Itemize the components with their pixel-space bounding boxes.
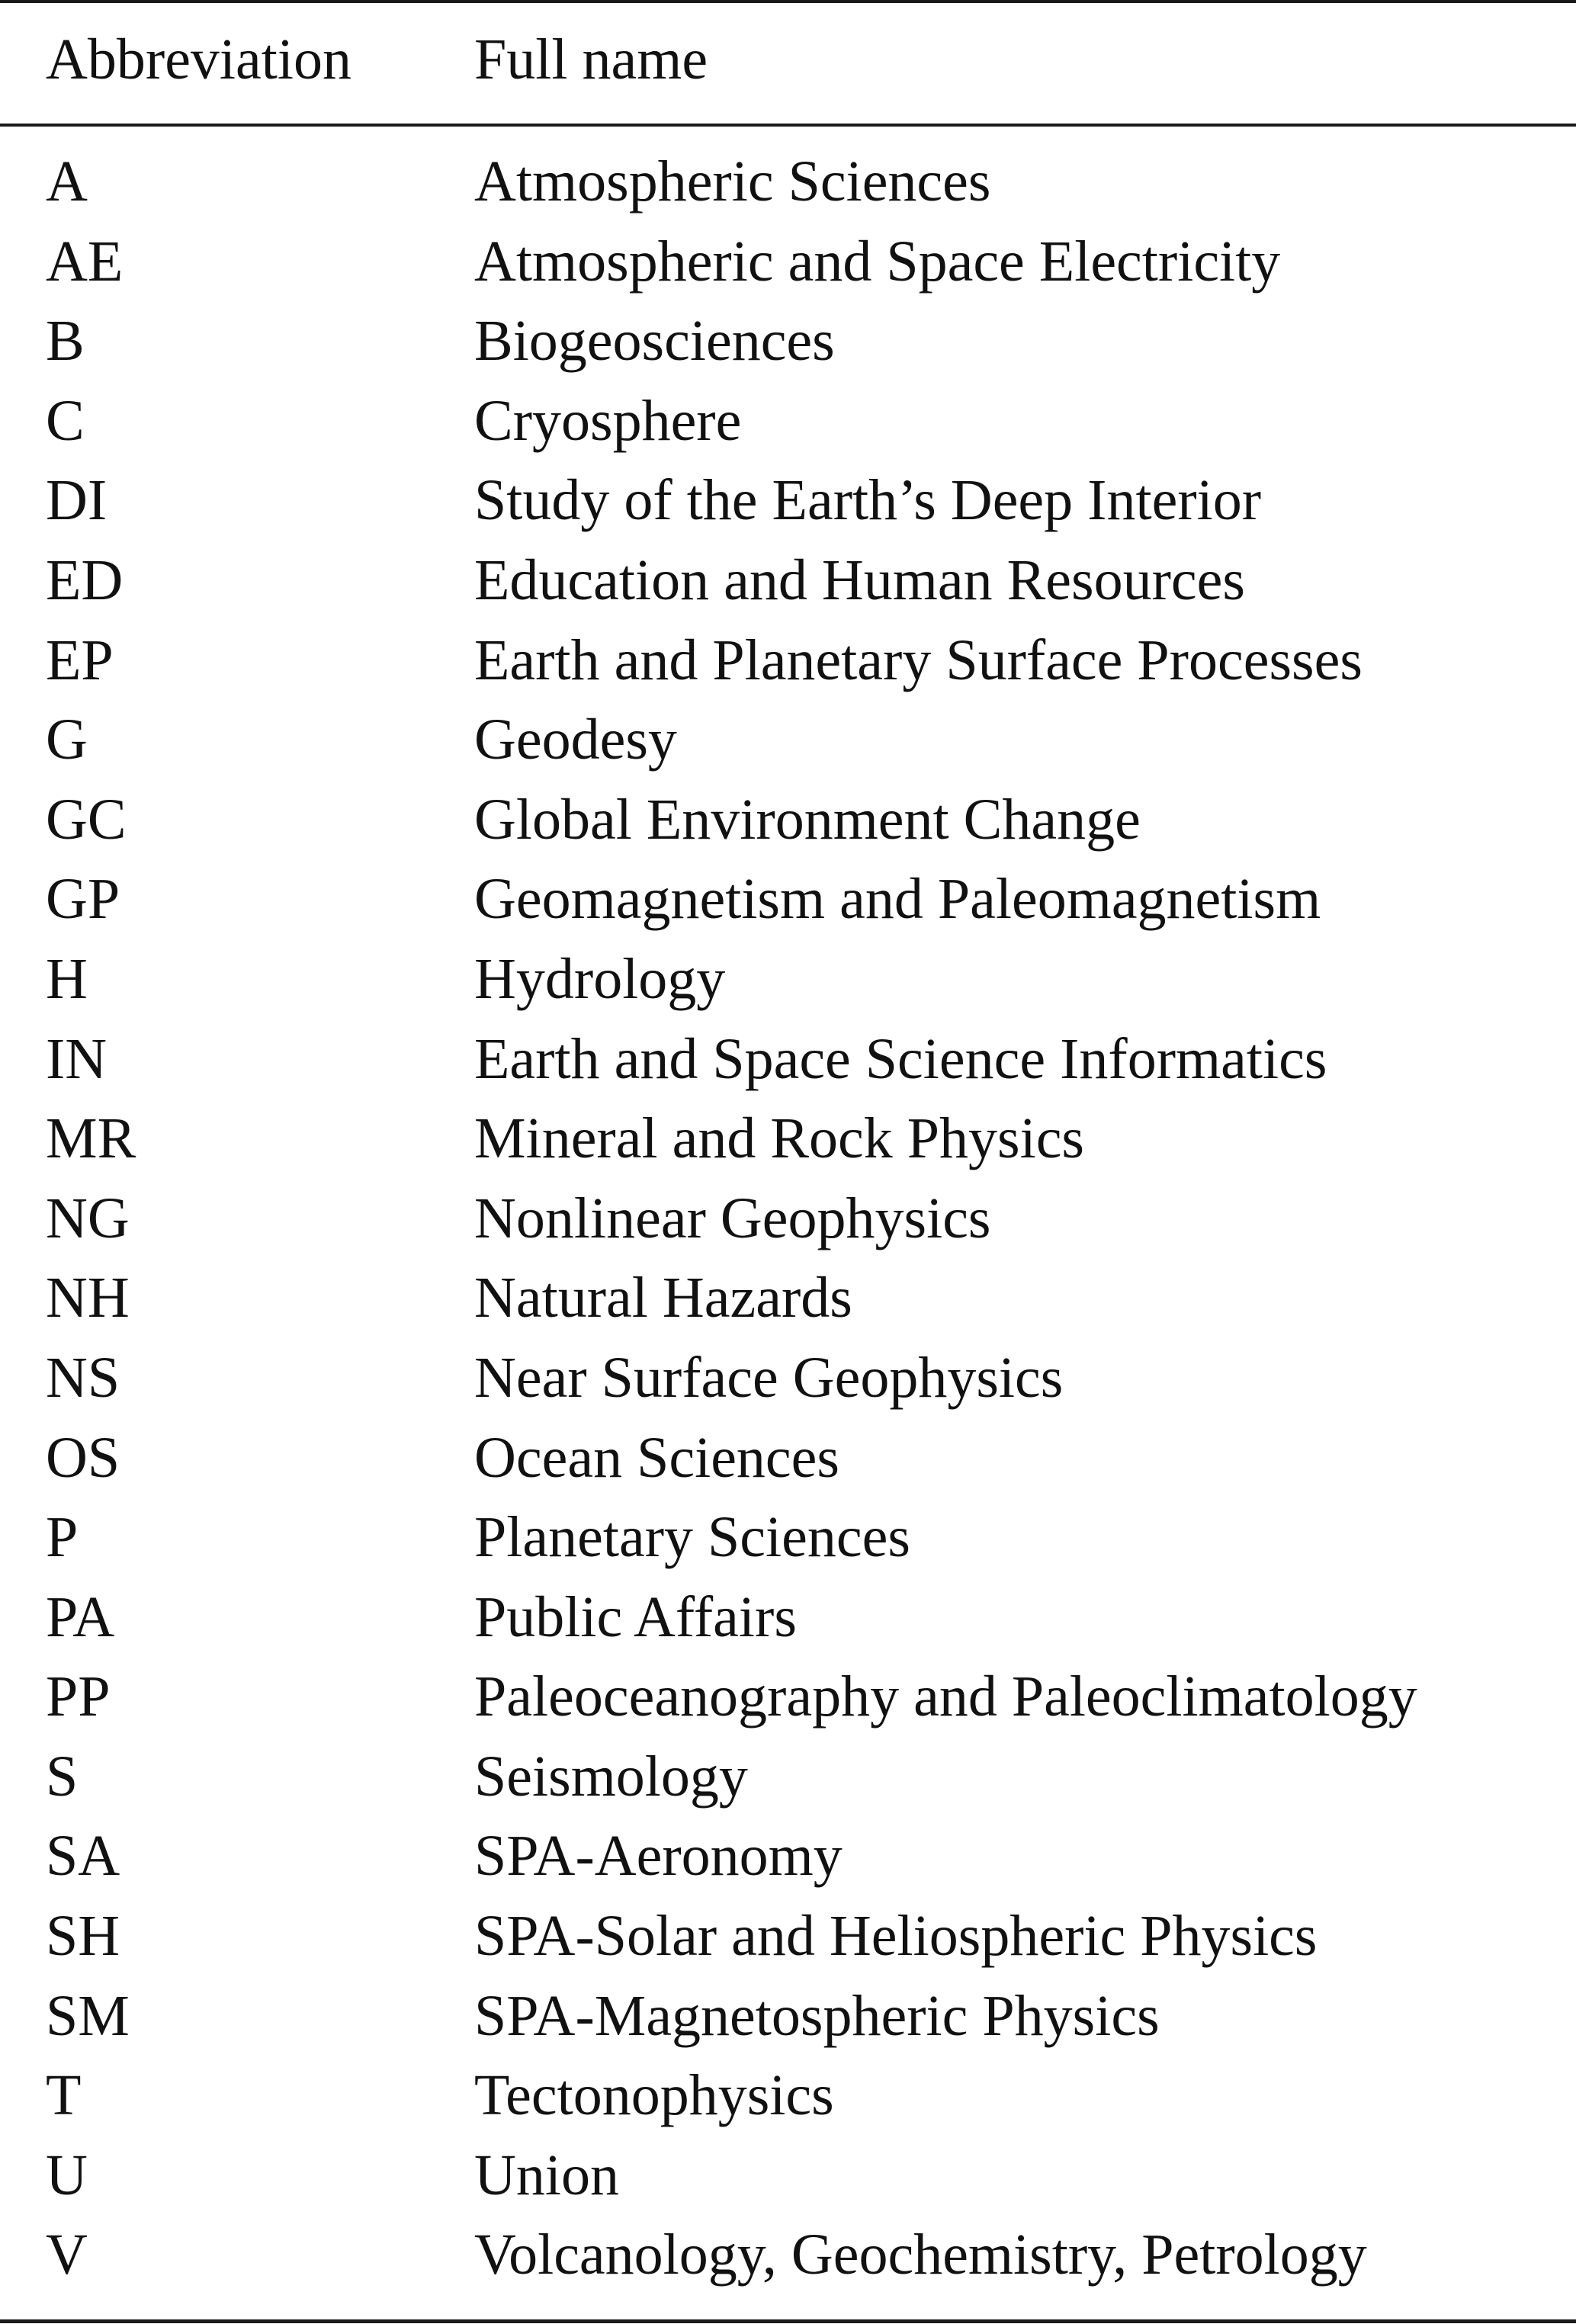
full-name-cell: Volcanology, Geochemistry, Petrology — [474, 2223, 1367, 2287]
full-name-cell: Seismology — [474, 1744, 748, 1809]
abbreviation-cell: P — [46, 1505, 79, 1570]
abbreviation-cell: EP — [46, 628, 114, 692]
table-row — [0, 461, 1576, 541]
full-name-cell: Atmospheric and Space Electricity — [474, 229, 1281, 294]
abbreviation-cell: NH — [46, 1266, 130, 1331]
full-name-cell: SPA-Solar and Heliospheric Physics — [474, 1904, 1318, 1969]
abbreviation-cell: AE — [46, 229, 124, 294]
full-name-cell: Nonlinear Geophysics — [474, 1186, 991, 1250]
abbreviation-cell: GP — [46, 867, 120, 932]
table-header-row — [0, 21, 1576, 98]
abbreviation-cell: PP — [46, 1664, 111, 1729]
table-top-rule — [0, 0, 1576, 3]
abbreviation-cell: A — [46, 149, 88, 213]
abbreviation-cell: NG — [46, 1186, 130, 1250]
table-row — [0, 142, 1576, 222]
header-abbreviation: Abbreviation — [46, 27, 352, 91]
full-name-cell: Cryosphere — [474, 388, 742, 453]
table-row — [0, 1657, 1576, 1737]
table-row — [0, 1816, 1576, 1896]
full-name-cell: Ocean Sciences — [474, 1425, 839, 1490]
table-row — [0, 381, 1576, 461]
abbreviation-cell: IN — [46, 1026, 108, 1091]
abbreviation-cell: H — [46, 946, 88, 1011]
table-row — [0, 1019, 1576, 1099]
table-row — [0, 1099, 1576, 1179]
abbreviation-cell: B — [46, 309, 85, 374]
full-name-cell: Hydrology — [474, 946, 726, 1011]
full-name-cell: Union — [474, 2143, 619, 2207]
abbreviation-cell: PA — [46, 1584, 115, 1649]
abbreviation-cell: GC — [46, 787, 127, 852]
abbreviation-cell: MR — [46, 1106, 136, 1171]
table-row — [0, 621, 1576, 701]
abbreviation-cell: NS — [46, 1345, 120, 1410]
table-header-rule — [0, 124, 1576, 127]
table-row — [0, 859, 1576, 939]
table-row — [0, 1338, 1576, 1418]
full-name-cell: Planetary Sciences — [474, 1505, 910, 1570]
abbreviation-cell: U — [46, 2143, 88, 2207]
full-name-cell: Atmospheric Sciences — [474, 149, 991, 213]
full-name-cell: Near Surface Geophysics — [474, 1345, 1064, 1410]
table-row — [0, 2056, 1576, 2136]
table-row — [0, 541, 1576, 621]
table-row — [0, 1497, 1576, 1578]
table-row — [0, 1179, 1576, 1259]
abbreviation-cell: OS — [46, 1425, 120, 1490]
table-row — [0, 1896, 1576, 1976]
table-row — [0, 1258, 1576, 1338]
table-bottom-rule — [0, 2319, 1576, 2323]
full-name-cell: Education and Human Resources — [474, 547, 1245, 612]
abbreviation-cell: SA — [46, 1824, 120, 1889]
abbreviation-cell: V — [46, 2223, 88, 2287]
table-row — [0, 780, 1576, 860]
full-name-cell: Natural Hazards — [474, 1266, 852, 1331]
full-name-cell: Geodesy — [474, 708, 677, 772]
abbreviation-cell: SM — [46, 1983, 130, 2048]
table-row — [0, 1976, 1576, 2056]
full-name-cell: Geomagnetism and Paleomagnetism — [474, 867, 1321, 932]
full-name-cell: Global Environment Change — [474, 787, 1141, 852]
table-row — [0, 700, 1576, 780]
table-row — [0, 1737, 1576, 1817]
abbreviation-cell: S — [46, 1744, 79, 1809]
table-row — [0, 1418, 1576, 1498]
full-name-cell: Earth and Planetary Surface Processes — [474, 628, 1363, 692]
table-row — [0, 2215, 1576, 2295]
full-name-cell: Earth and Space Science Informatics — [474, 1026, 1327, 1091]
abbreviation-cell: DI — [46, 468, 108, 533]
full-name-cell: Mineral and Rock Physics — [474, 1106, 1085, 1171]
abbreviation-cell: C — [46, 388, 85, 453]
full-name-cell: Study of the Earth’s Deep Interior — [474, 468, 1262, 533]
abbreviation-cell: T — [46, 2063, 82, 2128]
full-name-cell: Paleoceanography and Paleoclimatology — [474, 1664, 1417, 1729]
abbreviation-cell: ED — [46, 547, 124, 612]
full-name-cell: Biogeosciences — [474, 309, 835, 374]
table-row — [0, 222, 1576, 302]
table-row — [0, 1578, 1576, 1658]
header-full-name: Full name — [474, 27, 708, 91]
table-row — [0, 939, 1576, 1019]
abbreviation-cell: G — [46, 708, 88, 772]
full-name-cell: SPA-Magnetospheric Physics — [474, 1983, 1160, 2048]
table-row — [0, 301, 1576, 381]
abbreviation-cell: SH — [46, 1904, 120, 1969]
table-body — [0, 142, 1576, 2295]
full-name-cell: Tectonophysics — [474, 2063, 834, 2128]
full-name-cell: Public Affairs — [474, 1584, 797, 1649]
table-row — [0, 2136, 1576, 2216]
full-name-cell: SPA-Aeronomy — [474, 1824, 843, 1889]
